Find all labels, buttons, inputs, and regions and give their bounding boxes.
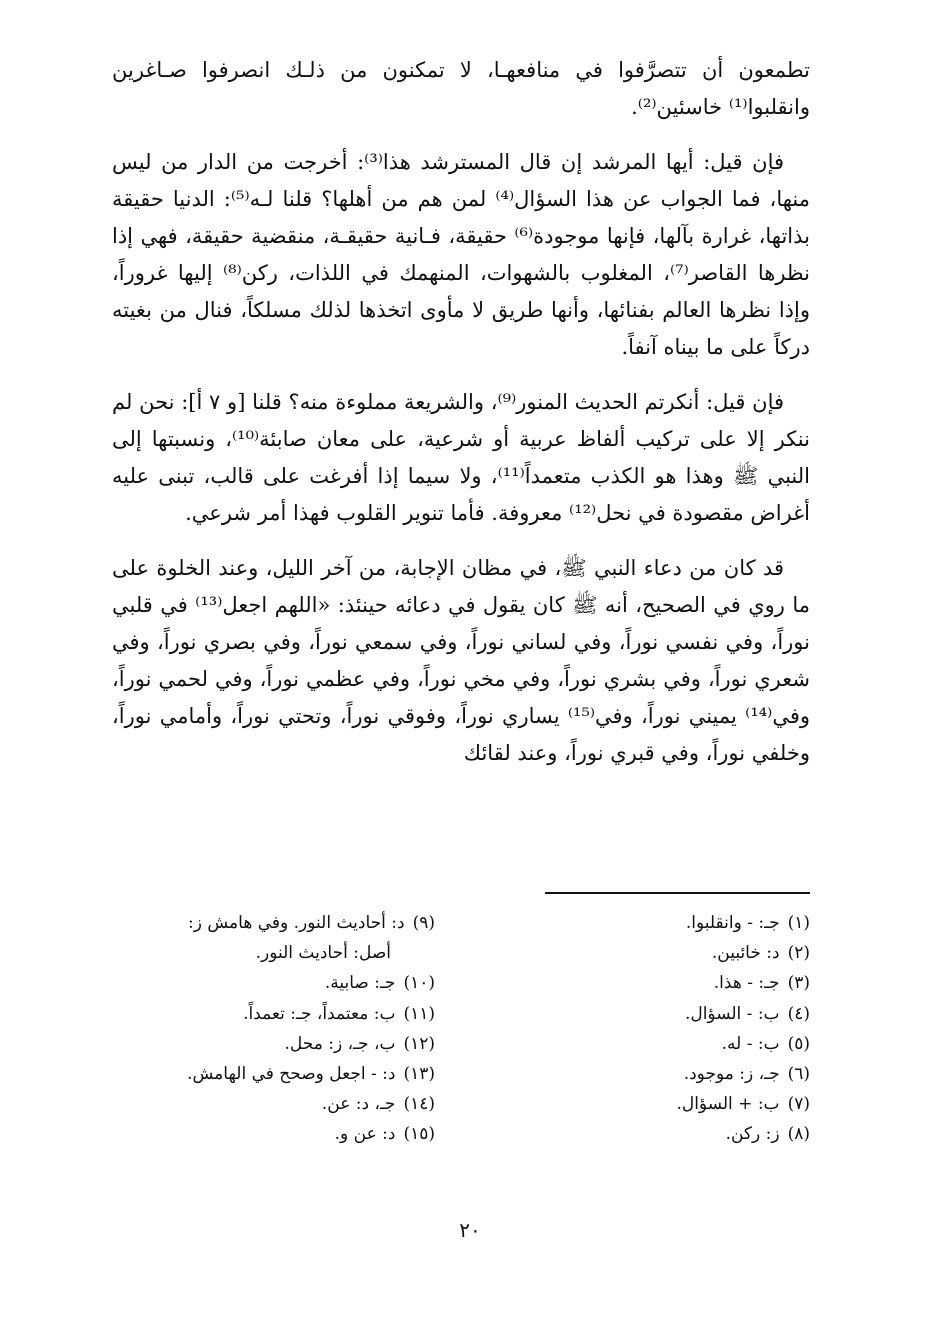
footnotes-left-column [130,908,435,1150]
footnote [130,1059,435,1089]
footnote-text: أصل: أحاديث النور. [255,943,391,964]
footnote-continuation [130,938,435,968]
footnote [620,1119,810,1149]
footnote-number: (١) [787,913,810,933]
footnote-number: (١٥) [403,1124,435,1145]
page-number: ٢٠ [459,1218,481,1242]
footnote [620,968,810,998]
footnote [620,1029,810,1059]
footnote [620,999,810,1029]
footnote-number: (٤) [787,1003,810,1024]
footnote-number: (٧) [787,1094,810,1115]
footnote-text: جـ: - وانقلبوا. [685,913,780,933]
paragraph: فإن قيل: أنكرتم الحديث المنور⁽⁹⁾، والشريعة مملوءة منه؟ قلنا [و ٧ أ]: نحن لم ننكر إلا على تركيب ألفاظ عربية أو شرعية، على معان صابئة⁽¹⁰⁾، ونسبتها إلى النبي ﷺ وهذا هو الكذب متعمداً⁽¹¹⁾، ولا سيما إذا أفرغت على قالب، تبنى عليه أغراض مقصودة في نحل⁽¹²⁾ معروفة. فأما تنوير القلوب فهذا أمر شرعي. [112,390,810,525]
footnote-text: د: عن و. [334,1124,396,1145]
footnote [130,908,435,938]
footnote-text: د: أحاديث النور. وفي هامش ز: [188,913,405,933]
footnote [620,908,810,938]
footnote [620,1089,810,1119]
footnote-number: (١٢) [403,1033,435,1054]
footnote-text: د: - اجعل وصحح في الهامش. [187,1064,396,1085]
footnote [130,968,435,998]
footnotes-right-column [620,908,810,1150]
footnote-number: (٩) [412,913,435,933]
footnote-number: (٥) [787,1033,810,1054]
footnote-text: جـ، د: عن. [321,1094,396,1115]
footnote-text: ب: معتمداً، جـ: تعمداً. [243,1003,396,1024]
footnote-number: (٨) [787,1124,810,1145]
footnote-text: ز: ركن. [725,1124,780,1145]
paragraph: فإن قيل: أيها المرشد إن قال المسترشد هذا⁽³⁾: أخرجت من الدار من ليس منها، فما الجواب عن هذا السؤال⁽⁴⁾ لمن هم من أهلها؟ قلنا لـه⁽⁵⁾: الدنيا حقيقة بذاتها، غرارة بآلها، فإنها موجودة⁽⁶⁾ حقيقة، فـانية حقيقـة، منقضية حقيقة، فهي إذا نظرها القاصر⁽⁷⁾، المغلوب بالشهوات، المنهمك في اللذات، ركن⁽⁸⁾ إليها غروراً، وإذا نظرها العالم بفنائها، وأنها طريق لا مأوى اتخذها لذلك مسلكاً، فنال من بغيته دركاً على ما بيناه آنفاً. [112,150,810,359]
footnote [130,999,435,1029]
footnote-text: ب: + السؤال. [676,1094,780,1115]
paragraph: تطمعون أن تتصرَّفوا في منافعهـا، لا تمكنون من ذلـك انصرفوا صـاغرين وانقلبوا⁽¹⁾ خاسئين⁽²⁾. [112,58,810,119]
footnote-number: (١١) [403,1003,435,1024]
footnote-text: جـ: صابية. [324,973,396,994]
footnote-number: (٦) [787,1064,810,1085]
footnote-number: (٣) [787,973,810,994]
footnote-number: (١٠) [403,973,435,994]
footnote-separator [545,892,810,894]
main-text [112,52,810,790]
footnote-text: جـ، ز: موجود. [683,1064,780,1085]
paragraph: قد كان من دعاء النبي ﷺ، في مظان الإجابة، من آخر الليل، وعند الخلوة على ما روي في الصحيح، أنه ﷺ كان يقول في دعائه حينئذ: «اللهم اجعل⁽¹³⁾ في قلبي نوراً، وفي نفسي نوراً، وفي لساني نوراً، وفي سمعي نوراً، وفي بصري نوراً، وفي شعري نوراً، وفي بشري نوراً، وفي مخي نوراً، وفي عظمي نوراً، وفي لحمي نوراً، وفي⁽¹⁴⁾ يميني نوراً، وفي⁽¹⁵⁾ يساري نوراً، وفوقي نوراً، وتحتي نوراً، وأمامي نوراً، وخلفي نوراً، وفي قبري نوراً، وعند لقائك [112,556,810,765]
footnote-number: (٢) [787,943,810,964]
footnote-text: ب، جـ، ز: محل. [284,1033,396,1054]
footnote [130,1119,435,1149]
footnote [620,1059,810,1089]
footnote-text: ب: - له. [721,1033,780,1054]
footnote [130,1029,435,1059]
footnote-number: (١٣) [403,1064,435,1085]
footnote-text: جـ: - هذا. [713,973,780,994]
footnote-text: ب: - السؤال. [684,1003,780,1024]
footnote [620,938,810,968]
footnote-text: د: خائبين. [711,943,780,964]
footnote [130,1089,435,1119]
footnote-number: (١٤) [403,1094,435,1115]
